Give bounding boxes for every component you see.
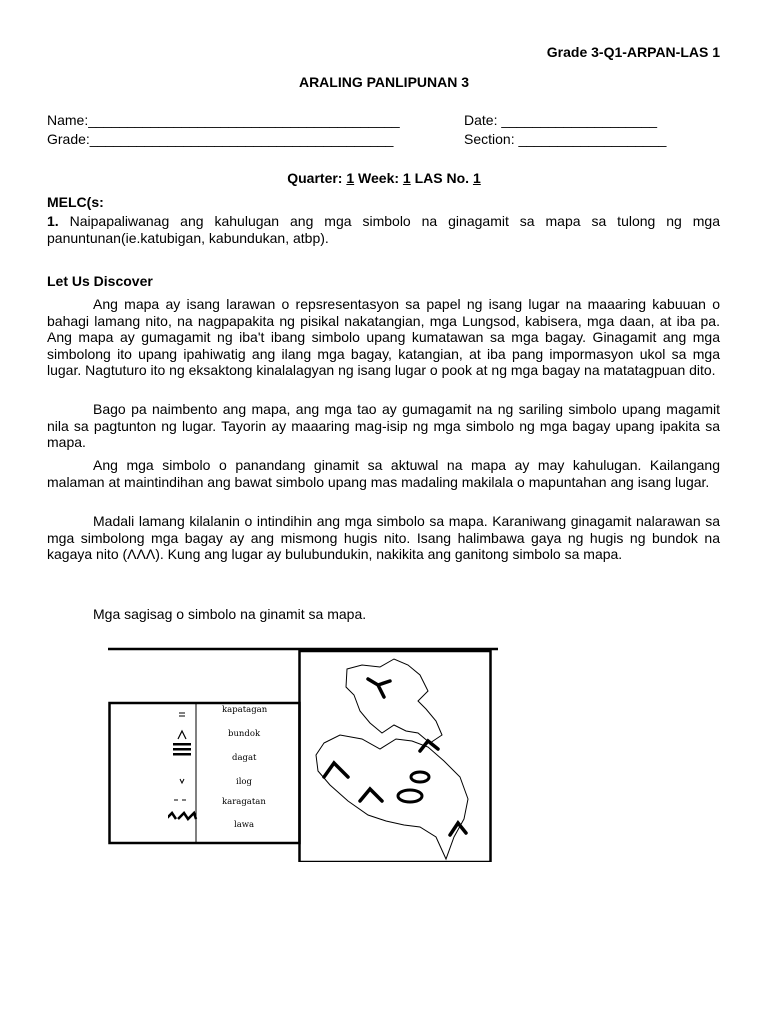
- week-label: Week:: [354, 170, 403, 186]
- discover-paragraph: Ang mapa ay isang larawan o repsresentasyon sa papel ng isang lugar na maaaring kabuuan o bahagi lamang nito, na nagpapakita ng pisikal nakatangian, mga Lungsod, kabisera, mga daan, at iba pa. Ang mapa ay gumagamit ng iba't ibang simbolo upang kumatawan sa mga bagay. Ginagamit ang mga simbolong ito upang ipahiwatig ang ilang mga bagay, katangian, at iba pang impormasyon ukol sa mga lugar. Nagtuturo ito ng eksaktong kinalalagyan ng isang lugar o pook at ng mga bagay na matatagpuan dito.: [47, 296, 720, 378]
- legend-label: bundok: [228, 729, 261, 739]
- mountain-marker-icon: [324, 679, 466, 835]
- name-field[interactable]: Name:________________________________________: [47, 112, 400, 128]
- discover-paragraph: Madali lamang kilalanin o intindihin ang mga simbolo sa mapa. Karaniwang ginagamit nalarawan sa mga simbolong mga bagay ay ang mismong hugis nito. Isang halimbawa gaya ng hugis ng bundok na kagaya nito (ΛΛΛ). Kung ang lugar ay bulubundukin, nakikita ang ganitong simbolo sa mapa.: [47, 513, 720, 562]
- legend-label: lawa: [234, 820, 255, 830]
- melc-item-text: Naipapaliwanag ang kahulugan ang mga simbolo na ginagamit sa mapa sa tulong ng mga panuntunan(ie.katubigan, kabundukan, atbp).: [47, 213, 720, 246]
- discover-heading: Let Us Discover: [47, 273, 153, 289]
- quarter-label: Quarter:: [287, 170, 347, 186]
- las-label: LAS No.: [410, 170, 473, 186]
- legend-label: dagat: [232, 753, 257, 763]
- subject-title: ARALING PANLIPUNAN 3: [298, 74, 470, 90]
- plain-symbol-icon: [179, 713, 185, 716]
- river-symbol-icon: [180, 779, 184, 783]
- sea-symbol-icon: [173, 743, 191, 756]
- las-number: 1: [472, 170, 481, 186]
- melc-item: [47, 213, 720, 246]
- document-code: Grade 3-Q1-ARPAN-LAS 1: [546, 44, 720, 60]
- legend-label: kapatagan: [222, 705, 268, 715]
- week-number: 1: [402, 170, 411, 186]
- melc-title: MELC(s:: [47, 194, 104, 210]
- sketch-map: [300, 651, 490, 862]
- grade-field[interactable]: Grade:_______________________________________: [47, 131, 394, 147]
- quarter-number: 1: [346, 170, 355, 186]
- figure-caption: Mga sagisag o simbolo na ginamit sa mapa.: [93, 606, 367, 622]
- lake-marker-icon: [398, 772, 429, 802]
- legend-label: ilog: [236, 777, 252, 787]
- section-field[interactable]: Section: ___________________: [464, 131, 667, 147]
- quarter-line: [0, 170, 768, 186]
- mountain-symbol-icon: [178, 731, 186, 739]
- legend-symbols: [168, 707, 198, 833]
- map-symbols-figure: [108, 647, 500, 862]
- discover-paragraph: Bago pa naimbento ang mapa, ang mga tao ay gumagamit na ng sariling simbolo upang magamit nila sa pagtunton ng lugar. Tayorin ay maaaring mag-isip ng mga simbolo ng mga bagay upang ipakita sa mapa.: [47, 401, 720, 450]
- date-field[interactable]: Date: ____________________: [464, 112, 658, 128]
- discover-paragraph: Ang mga simbolo o panandang ginamit sa aktuwal na mapa ay may kahulugan. Kailangang malaman at maintindihan ang bawat simbolo upang mas madaling makilala o mapuntahan ang isang lugar.: [47, 457, 720, 490]
- legend-label: karagatan: [222, 797, 266, 807]
- lake-symbol-icon: [168, 813, 196, 819]
- melc-item-number: 1.: [47, 213, 59, 229]
